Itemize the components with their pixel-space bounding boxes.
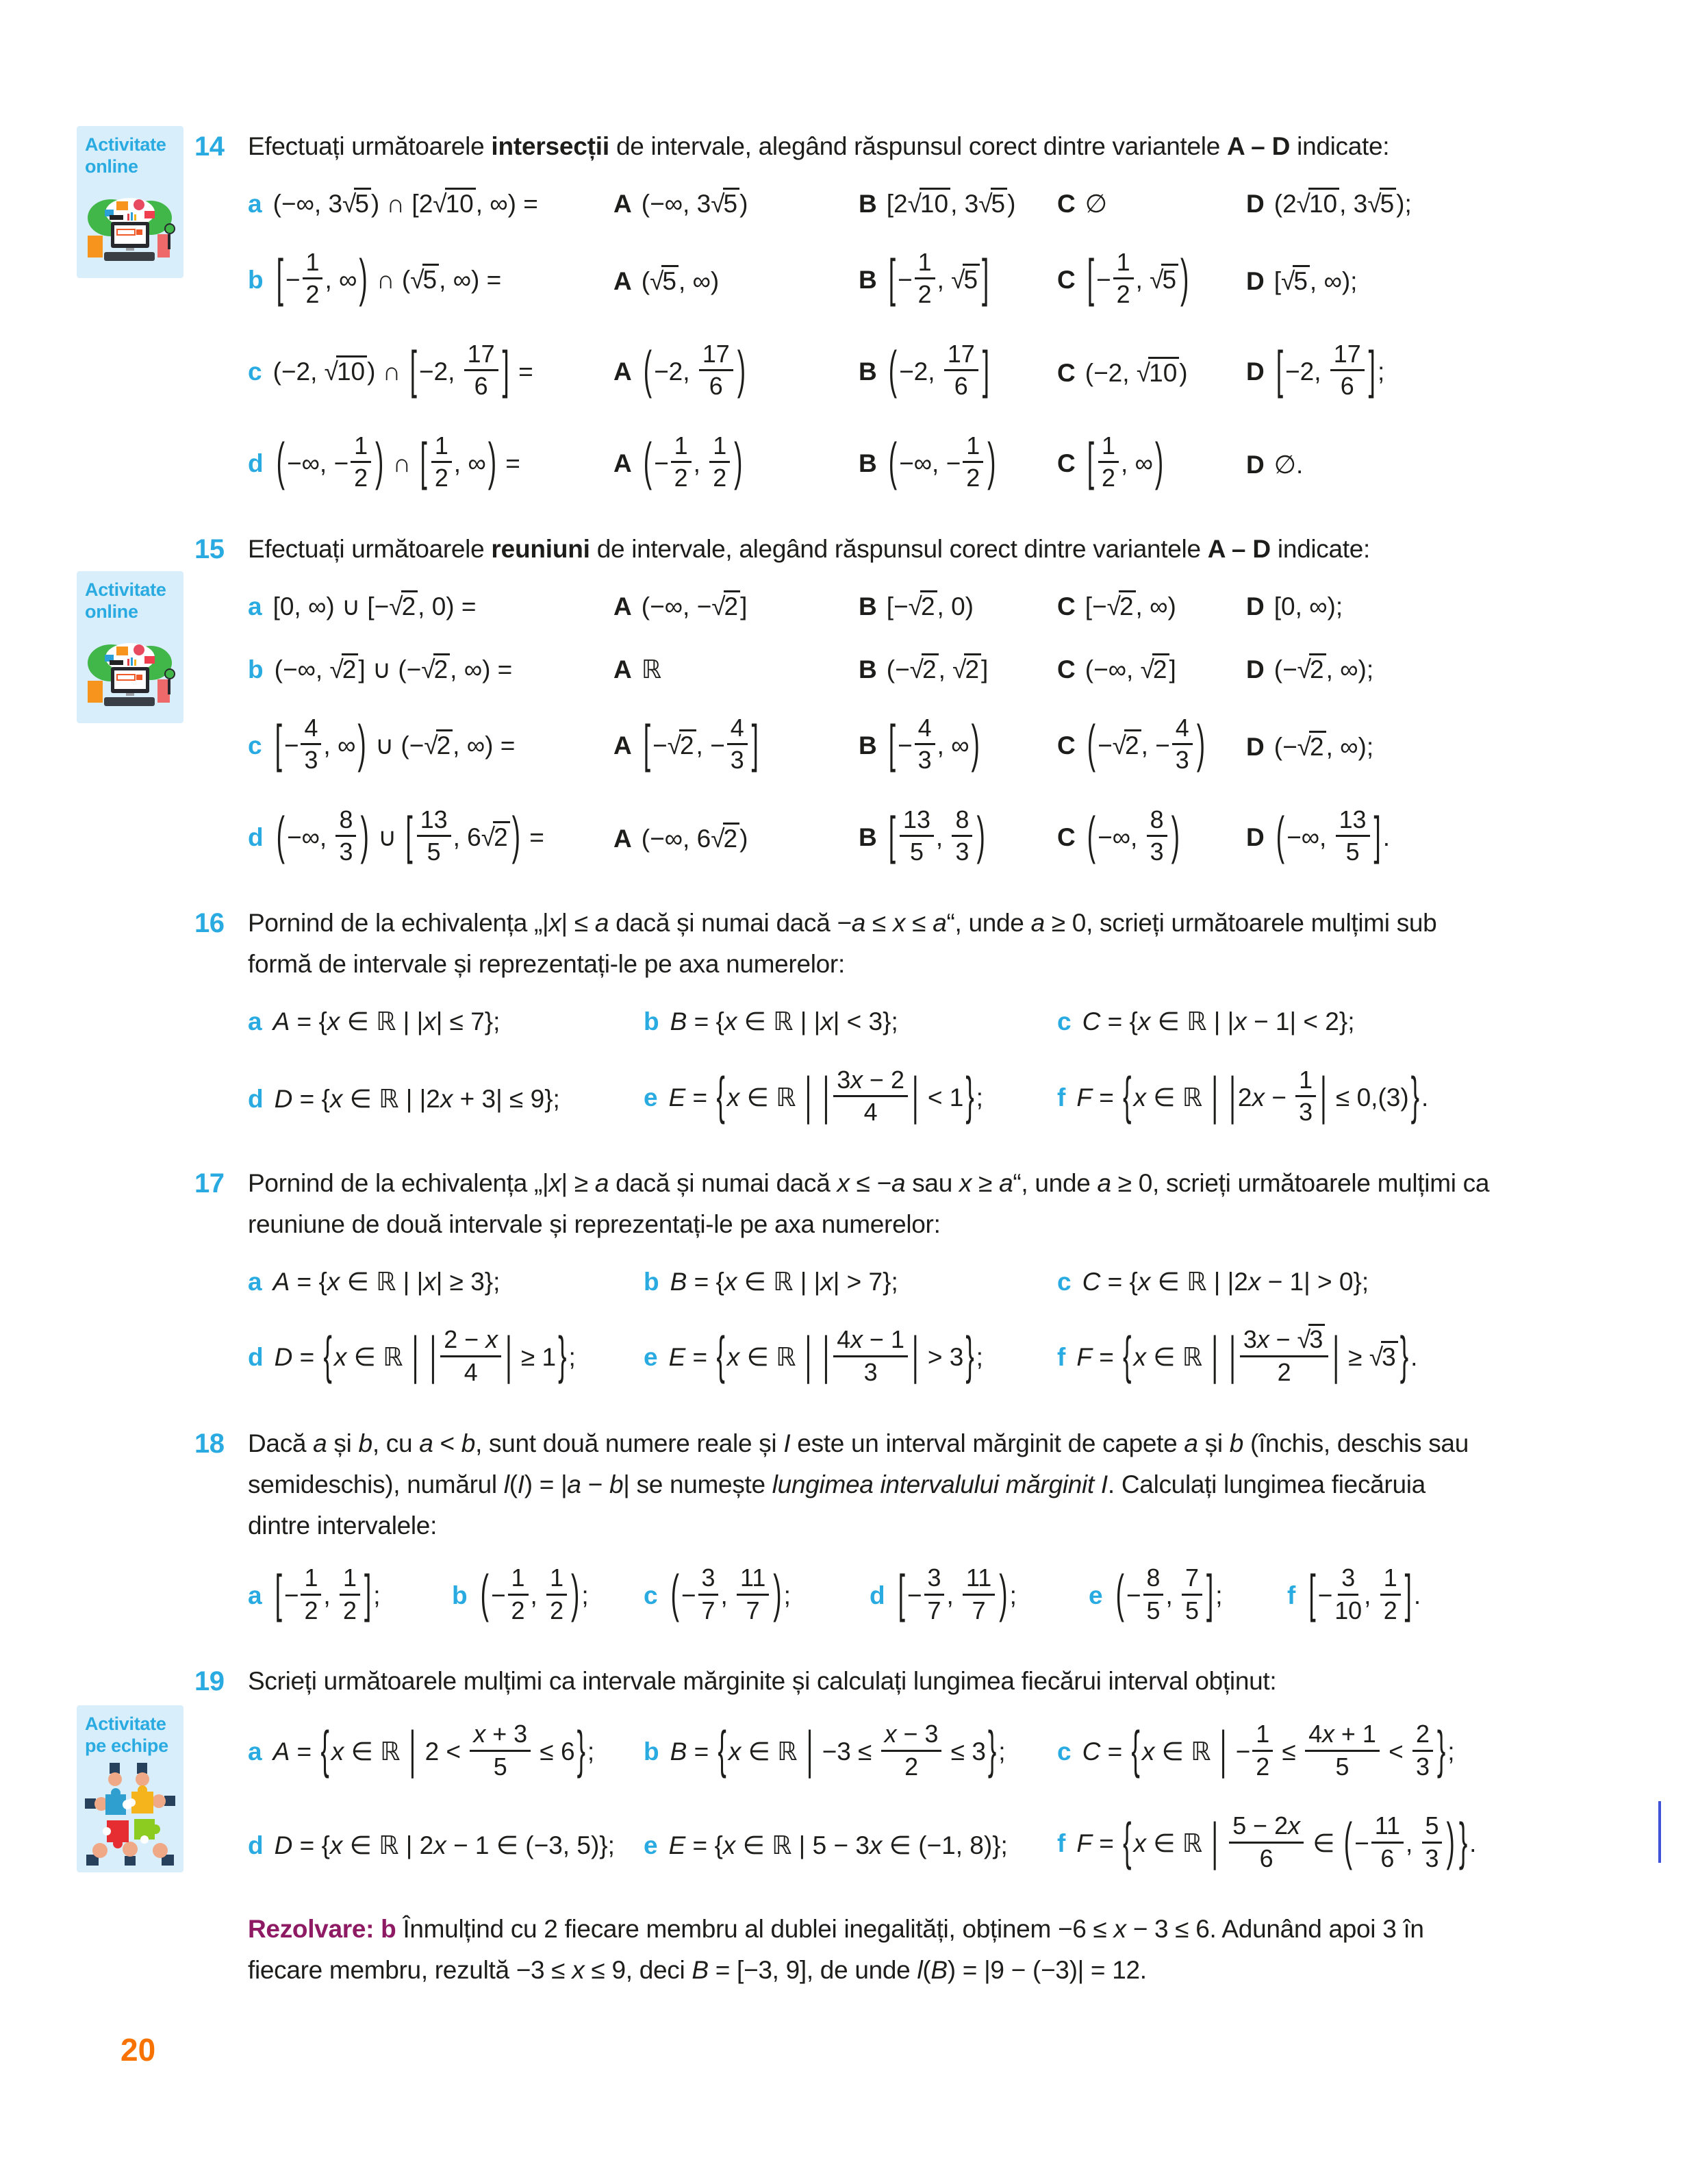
math-expression: (− $\frac{1}{2}$ , $\frac{1}{2}$ ); bbox=[480, 1564, 589, 1624]
item-row bbox=[248, 1314, 1536, 1405]
math-expression: E = {x ∈ ℝ | 5 − 3x ∈ (−1, 8)}; bbox=[668, 1831, 1008, 1859]
option-value: (−∞, $\frac{8}{3}$ ) bbox=[1087, 805, 1180, 866]
math-expression: E = {x ∈ ℝ | | $\frac{3x - 2}{4}$ | < 1}; bbox=[668, 1066, 983, 1127]
option-letter: D bbox=[1246, 266, 1265, 295]
badge-title bbox=[85, 134, 177, 178]
option-letter: D bbox=[1246, 189, 1265, 218]
option-value: [−√2, ∞) bbox=[1085, 592, 1176, 620]
option-letter: D bbox=[1246, 823, 1265, 851]
option-letter: C bbox=[1057, 592, 1076, 620]
online-learning-illustration-icon bbox=[85, 184, 175, 271]
exercise-statement: Pornind de la echivalența „|x| ≥ a dacă și numai dacă x ≤ −a sau x ≥ a“, unde a ≥ 0, scrieți următoarele mulțimi ca reuniune de două intervale și reprezentați-le pe axa numerelor: bbox=[248, 1168, 1490, 1238]
option-value: (−∞, $\frac{13}{5}$ ]. bbox=[1276, 805, 1391, 866]
math-expression: [− $\frac{1}{2}$ , ∞) ∩ (√5, ∞) = bbox=[276, 248, 502, 309]
choice-row bbox=[248, 327, 1536, 419]
exercise-statement: Scrieți următoarele mulțimi ca intervale mărginite și calculați lungimea fiecărui interval obținut: bbox=[248, 1667, 1277, 1696]
exercise-number: 17 bbox=[194, 1168, 225, 1198]
option-value: (2√10, 3√5); bbox=[1274, 190, 1412, 218]
badge-title bbox=[85, 1714, 177, 1757]
option-letter: D bbox=[1246, 655, 1265, 683]
item-label: b bbox=[644, 1007, 659, 1036]
option-value: (−2, $\frac{17}{6}$ ) bbox=[643, 340, 746, 401]
item-label: b bbox=[248, 265, 264, 294]
option-value: (−√2, − $\frac{4}{3}$ ) bbox=[1087, 714, 1206, 775]
math-expression: B = {x ∈ ℝ | |x| < 3}; bbox=[670, 1007, 898, 1036]
option-letter: C bbox=[1057, 190, 1076, 218]
option-value: (−2, $\frac{17}{6}$ ] bbox=[888, 340, 989, 401]
online-learning-illustration-icon bbox=[85, 629, 175, 716]
badge-title-line1: Activitate bbox=[85, 1714, 166, 1734]
solution-paragraph bbox=[248, 1909, 1491, 1991]
option-value: (−∞, √2] bbox=[1085, 655, 1176, 683]
item-row bbox=[248, 1707, 1536, 1799]
item-row bbox=[248, 1251, 1536, 1314]
option-value: ∅ bbox=[1085, 190, 1107, 218]
badge-title-line1: Activitate bbox=[85, 579, 166, 600]
math-expression: (−∞, 3√5) ∩ [2√10, ∞) = bbox=[273, 190, 538, 218]
option-value: [−2, $\frac{17}{6}$ ]; bbox=[1276, 340, 1385, 401]
math-expression: F = {x ∈ ℝ | $\frac{5 - 2x}{6}$ ∈ (− $\frac{11}{6}$ , $\frac{5}{3}$ ) }. bbox=[1076, 1812, 1477, 1872]
option-letter: B bbox=[859, 655, 877, 683]
item-row bbox=[248, 990, 1536, 1053]
exercise-number: 16 bbox=[194, 907, 225, 938]
option-value: [− $\frac{4}{3}$ , ∞) bbox=[888, 714, 980, 775]
item-label: b bbox=[644, 1737, 659, 1766]
item-label: d bbox=[248, 1343, 264, 1372]
page-content bbox=[194, 126, 1536, 1991]
item-label: b bbox=[248, 655, 264, 684]
math-expression: A = {x ∈ ℝ | 2 < $\frac{x + 3}{5}$ ≤ 6}; bbox=[273, 1720, 595, 1781]
option-letter: A bbox=[613, 824, 632, 853]
option-letter: A bbox=[613, 357, 632, 386]
item-row bbox=[248, 1551, 1536, 1643]
option-value: ∅. bbox=[1274, 451, 1304, 479]
option-value: [0, ∞); bbox=[1274, 592, 1343, 620]
exercise-number: 14 bbox=[194, 131, 225, 162]
item-label: c bbox=[248, 731, 262, 760]
item-label: e bbox=[1089, 1581, 1103, 1610]
math-expression: F = {x ∈ ℝ | |2x − $\frac{1}{3}$ | ≤ 0,(3)}. bbox=[1076, 1066, 1429, 1127]
badge-activitate-pe-echipe bbox=[77, 1705, 183, 1872]
item-label: f bbox=[1287, 1581, 1296, 1610]
item-label: a bbox=[248, 1737, 262, 1766]
exercise-17 bbox=[194, 1163, 1536, 1405]
option-letter: D bbox=[1246, 451, 1265, 479]
math-expression: [− $\frac{4}{3}$ , ∞) ∪ (−√2, ∞) = bbox=[275, 714, 516, 775]
choice-row bbox=[248, 173, 1536, 236]
item-label: d bbox=[248, 823, 264, 851]
badge-title bbox=[85, 579, 177, 623]
item-label: e bbox=[644, 1831, 658, 1859]
option-letter: A bbox=[613, 731, 632, 760]
math-expression: D = {x ∈ ℝ | 2x − 1 ∈ (−3, 5)}; bbox=[274, 1831, 615, 1859]
option-value: (− $\frac{1}{2}$ , $\frac{1}{2}$ ) bbox=[643, 431, 743, 492]
item-row bbox=[248, 1799, 1536, 1891]
option-value: (√5, ∞) bbox=[642, 267, 719, 295]
exercise-number: 18 bbox=[194, 1428, 225, 1459]
option-letter: C bbox=[1057, 265, 1076, 294]
choice-row bbox=[248, 236, 1536, 327]
option-value: (−∞, 3√5) bbox=[642, 190, 748, 218]
choice-row bbox=[248, 701, 1536, 793]
option-letter: A bbox=[613, 266, 632, 295]
option-letter: A bbox=[613, 449, 632, 477]
option-value: (−√2, √2] bbox=[887, 655, 989, 683]
item-label: c bbox=[1057, 1007, 1072, 1036]
option-value: (−∞, −√2] bbox=[642, 592, 748, 620]
option-letter: D bbox=[1246, 732, 1265, 761]
exercise-statement: Pornind de la echivalența „|x| ≤ a dacă și numai dacă −a ≤ x ≤ a“, unde a ≥ 0, scrieți următoarele mulțimi sub formă de intervale și reprezentați-le pe axa numerelor: bbox=[248, 908, 1437, 978]
option-value: (−√2, ∞); bbox=[1274, 655, 1373, 683]
item-label: c bbox=[1057, 1737, 1072, 1766]
math-expression: [− $\frac{3}{7}$ , $\frac{11}{7}$ ); bbox=[898, 1564, 1017, 1624]
math-expression: [− $\frac{1}{2}$ , $\frac{1}{2}$ ]; bbox=[275, 1564, 381, 1624]
option-value: (−√2, ∞); bbox=[1274, 733, 1373, 761]
badge-activitate-online-1 bbox=[77, 126, 183, 278]
option-value: [− $\frac{1}{2}$ , √5 ] bbox=[888, 248, 989, 309]
item-label: b bbox=[452, 1581, 468, 1610]
item-label: e bbox=[644, 1083, 658, 1112]
badge-title-line1: Activitate bbox=[85, 134, 166, 155]
badge-activitate-online-2 bbox=[77, 571, 183, 723]
item-label: a bbox=[248, 189, 262, 218]
choice-row bbox=[248, 793, 1536, 885]
item-label: f bbox=[1057, 1829, 1066, 1858]
exercise-statement: Dacă a și b, cu a < b, sunt două numere reale și I este un interval mărginit de capete a și b (închis, deschis sau semideschis), numărul l(I) = |a − b| se numește lungimea intervalului mărginit I. Calculați lungimea fiecăruia dintre intervalele: bbox=[248, 1429, 1469, 1540]
exercise-number: 15 bbox=[194, 534, 225, 564]
exercise-statement: Efectuați următoarele reuniuni de intervale, alegând răspunsul corect dintre variantele A – D indicate: bbox=[248, 534, 1371, 563]
option-letter: B bbox=[859, 357, 877, 386]
option-letter: D bbox=[1246, 357, 1265, 386]
option-letter: A bbox=[613, 655, 632, 684]
math-expression: B = {x ∈ ℝ | |x| > 7}; bbox=[670, 1268, 898, 1296]
option-value: [−√2, − $\frac{4}{3}$ ] bbox=[643, 714, 759, 775]
solution-text: Înmulțind cu 2 fiecare membru al dublei inegalități, obținem −6 ≤ x − 3 ≤ 6. Adunând apoi 3 în fiecare membru, rezultă −3 ≤ x ≤ 9, deci B = [−3, 9], de unde l(B) = |9 − (−3)| = 12. bbox=[248, 1915, 1424, 1985]
math-expression: (− $\frac{3}{7}$ , $\frac{11}{7}$ ); bbox=[670, 1564, 791, 1624]
math-expression: A = {x ∈ ℝ | |x| ≤ 7}; bbox=[273, 1007, 500, 1036]
item-label: d bbox=[248, 1085, 264, 1114]
item-label: e bbox=[644, 1343, 658, 1372]
item-label: b bbox=[644, 1268, 659, 1296]
item-label: a bbox=[248, 1268, 262, 1296]
option-letter: C bbox=[1057, 731, 1076, 760]
option-letter: B bbox=[859, 823, 877, 851]
option-value: [√5, ∞); bbox=[1274, 267, 1358, 295]
option-value: [ $\frac{13}{5}$ , $\frac{8}{3}$ ) bbox=[888, 805, 985, 866]
item-row bbox=[248, 1053, 1536, 1145]
math-expression: E = {x ∈ ℝ | | $\frac{4x - 1}{3}$ | > 3}; bbox=[668, 1326, 983, 1387]
exercise-number: 19 bbox=[194, 1666, 225, 1697]
item-label: c bbox=[1057, 1268, 1072, 1296]
option-letter: B bbox=[859, 592, 877, 620]
badge-title-line2: pe echipe bbox=[85, 1735, 168, 1756]
margin-line bbox=[1658, 1801, 1661, 1863]
option-letter: C bbox=[1057, 449, 1076, 477]
option-value: (−∞, 6√2) bbox=[642, 825, 748, 853]
math-expression: C = {x ∈ ℝ | |x − 1| < 2}; bbox=[1082, 1007, 1355, 1036]
option-value: (−∞, − $\frac{1}{2}$ ) bbox=[888, 431, 996, 492]
item-label: f bbox=[1057, 1083, 1066, 1112]
item-label: d bbox=[248, 449, 264, 477]
option-letter: A bbox=[613, 592, 632, 620]
math-expression: D = {x ∈ ℝ | |2x + 3| ≤ 9}; bbox=[274, 1085, 560, 1114]
math-expression: (−2, √10) ∩ [−2, $\frac{17}{6}$ ] = bbox=[273, 340, 533, 401]
item-label: d bbox=[870, 1581, 885, 1610]
choice-row bbox=[248, 575, 1536, 638]
exercise-statement: Efectuați următoarele intersecții de intervale, alegând răspunsul corect dintre variantele A – D indicate: bbox=[248, 132, 1390, 160]
math-expression: C = {x ∈ ℝ | − $\frac{1}{2}$ ≤ $\frac{4x + 1}{5}$ < $\frac{2}{3}$ }; bbox=[1082, 1720, 1455, 1781]
math-expression: B = {x ∈ ℝ | −3 ≤ $\frac{x - 3}{2}$ ≤ 3}; bbox=[670, 1720, 1006, 1781]
item-label: a bbox=[248, 1581, 262, 1610]
exercise-18 bbox=[194, 1423, 1536, 1644]
math-expression: [− $\frac{3}{10}$ , $\frac{1}{2}$ ]. bbox=[1308, 1564, 1421, 1624]
option-value: [−√2, 0) bbox=[887, 592, 974, 620]
exercise-14 bbox=[194, 126, 1536, 511]
math-expression: [0, ∞) ∪ [−√2, 0) = bbox=[273, 592, 477, 620]
option-letter: B bbox=[859, 265, 877, 294]
choice-row bbox=[248, 419, 1536, 511]
option-letter: B bbox=[859, 189, 877, 218]
math-expression: (−∞, $\frac{8}{3}$ ) ∪ [ $\frac{13}{5}$ , 6√2 ) = bbox=[276, 805, 544, 866]
math-expression: (−∞, √2] ∪ (−√2, ∞) = bbox=[275, 655, 513, 683]
option-letter: C bbox=[1057, 823, 1076, 851]
exercise-16 bbox=[194, 903, 1536, 1145]
exercise-19 bbox=[194, 1661, 1536, 1891]
teamwork-puzzle-illustration-icon bbox=[85, 1763, 175, 1866]
math-expression: D = {x ∈ ℝ | | $\frac{2 - x}{4}$ | ≥ 1}; bbox=[274, 1326, 576, 1387]
exercise-15 bbox=[194, 529, 1536, 885]
badge-title-line2: online bbox=[85, 601, 138, 622]
option-value: ℝ bbox=[641, 655, 662, 684]
option-letter: C bbox=[1057, 358, 1076, 387]
item-label: f bbox=[1057, 1343, 1066, 1372]
item-label: c bbox=[644, 1581, 658, 1610]
math-expression: (− $\frac{8}{5}$ , $\frac{7}{5}$ ]; bbox=[1115, 1564, 1223, 1624]
choice-row bbox=[248, 638, 1536, 701]
item-label: c bbox=[248, 357, 262, 386]
option-letter: A bbox=[613, 189, 632, 218]
math-expression: F = {x ∈ ℝ | | $\frac{3x - √3}{2}$ | ≥ √3 }. bbox=[1076, 1343, 1417, 1371]
page-number: 20 bbox=[121, 2032, 156, 2068]
option-letter: D bbox=[1246, 592, 1265, 620]
option-letter: B bbox=[859, 449, 877, 477]
item-label: a bbox=[248, 1007, 262, 1036]
solution-label: Rezolvare: b bbox=[248, 1915, 396, 1944]
option-letter: B bbox=[859, 731, 877, 760]
math-expression: C = {x ∈ ℝ | |2x − 1| > 0}; bbox=[1082, 1268, 1369, 1296]
math-expression: (−∞, − $\frac{1}{2}$ ) ∩ [ $\frac{1}{2}$ , ∞) = bbox=[276, 431, 520, 492]
item-label: a bbox=[248, 592, 262, 621]
item-label: d bbox=[248, 1831, 264, 1859]
option-value: [ $\frac{1}{2}$ , ∞) bbox=[1087, 431, 1164, 492]
badge-title-line2: online bbox=[85, 155, 138, 177]
option-value: (−2, √10) bbox=[1085, 359, 1188, 387]
option-value: [2√10, 3√5) bbox=[887, 190, 1016, 218]
option-value: [− $\frac{1}{2}$ , √5 ) bbox=[1087, 248, 1189, 309]
math-expression: A = {x ∈ ℝ | |x| ≥ 3}; bbox=[273, 1268, 500, 1296]
option-letter: C bbox=[1057, 655, 1076, 683]
